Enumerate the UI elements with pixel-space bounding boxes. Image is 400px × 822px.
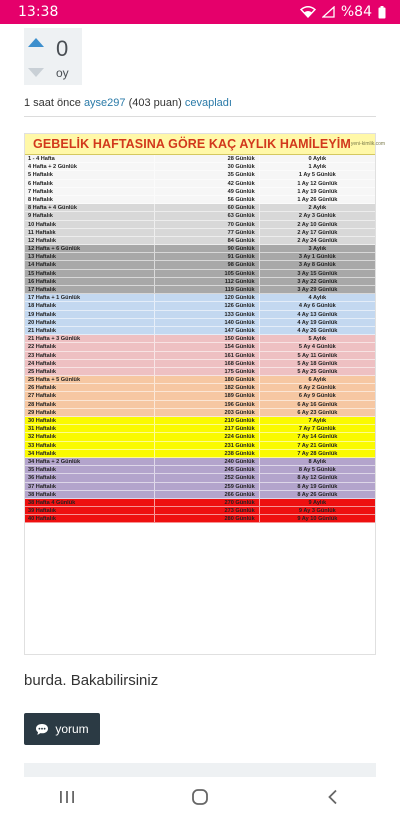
- chart-cell-days: 112 Günlük: [154, 278, 258, 285]
- chart-cell-week: 34 Hafta + 2 Günlük: [28, 458, 81, 465]
- chart-cell-week: 17 Hafta + 1 Günlük: [28, 295, 81, 302]
- chart-cell-week: 32 Haftalık: [28, 434, 56, 441]
- chart-cell-days: 56 Günlük: [154, 196, 258, 203]
- chart-cell-months: 2 Ay 10 Günlük: [259, 221, 375, 228]
- chart-cell-week: 35 Haftalık: [28, 467, 56, 474]
- chart-row: [25, 270, 375, 278]
- chart-cell-months: 3 Ay 1 Günlük: [259, 253, 375, 260]
- signal-icon: [322, 6, 335, 18]
- chart-row: [25, 229, 375, 237]
- chart-cell-months: 4 Aylık: [259, 294, 375, 301]
- vote-box: [24, 28, 82, 85]
- chart-cell-months: 6 Ay 2 Günlük: [259, 384, 375, 391]
- status-time: 13:38: [18, 4, 59, 20]
- comment-icon: [35, 723, 49, 736]
- back-button[interactable]: [303, 780, 363, 820]
- chart-row: [25, 417, 375, 425]
- chart-cell-months: 4 Ay 6 Günlük: [259, 302, 375, 309]
- chart-cell-week: 34 Haftalık: [28, 450, 56, 457]
- chart-cell-week: 11 Haftalık: [28, 229, 56, 236]
- meta-time: 1 saat önce: [24, 97, 81, 109]
- chart-cell-months: 2 Aylık: [259, 204, 375, 211]
- chart-cell-days: 196 Günlük: [154, 401, 258, 408]
- chart-row: [25, 384, 375, 392]
- chart-cell-days: 42 Günlük: [154, 180, 258, 187]
- answer-meta: [24, 97, 232, 109]
- chart-cell-week: 38 Hafta 4 Günlük: [28, 499, 76, 506]
- chart-cell-days: 270 Günlük: [154, 499, 258, 506]
- chart-cell-months: 3 Ay 29 Günlük: [259, 286, 375, 293]
- chart-cell-months: 6 Ay 23 Günlük: [259, 409, 375, 416]
- vote-count: 0: [56, 36, 69, 61]
- chart-cell-week: 27 Haftalık: [28, 393, 56, 400]
- chart-cell-days: 105 Günlük: [154, 270, 258, 277]
- vote-label: oy: [56, 66, 69, 80]
- chart-cell-days: 70 Günlük: [154, 221, 258, 228]
- chart-cell-days: 150 Günlük: [154, 335, 258, 342]
- chart-cell-months: 4 Ay 19 Günlük: [259, 319, 375, 326]
- chart-cell-week: 18 Haftalık: [28, 303, 56, 310]
- recent-apps-icon: [59, 790, 75, 809]
- chart-cell-months: 5 Ay 11 Günlük: [259, 352, 375, 359]
- chart-cell-week: 21 Hafta + 3 Günlük: [28, 336, 81, 343]
- chart-cell-days: 126 Günlük: [154, 302, 258, 309]
- chart-row: [25, 335, 375, 343]
- chart-row: [25, 327, 375, 335]
- chart-cell-months: 2 Ay 24 Günlük: [259, 237, 375, 244]
- chart-cell-week: 17 Haftalık: [28, 287, 56, 293]
- chart-row: [25, 278, 375, 286]
- chart-cell-days: 203 Günlük: [154, 409, 258, 416]
- android-nav-bar: [0, 777, 400, 822]
- chart-cell-week: 29 Haftalık: [28, 409, 56, 416]
- back-icon: [327, 789, 339, 810]
- chart-cell-months: 8 Aylık: [259, 458, 375, 465]
- chart-cell-months: 6 Aylık: [259, 376, 375, 383]
- chart-cell-days: 133 Günlük: [154, 311, 258, 318]
- chart-row: [25, 458, 375, 466]
- answer-text: burda. Bakabilirsiniz: [24, 672, 159, 689]
- chart-cell-week: 9 Haftalık: [28, 213, 53, 220]
- chart-cell-days: 30 Günlük: [154, 163, 258, 170]
- chart-row: [25, 319, 375, 327]
- chart-cell-months: 3 Aylık: [259, 245, 375, 252]
- chart-row: [25, 245, 375, 253]
- chart-cell-week: 38 Haftalık: [28, 491, 56, 498]
- chart-row: [25, 433, 375, 441]
- comment-button-label: yorum: [55, 722, 89, 736]
- chart-cell-week: 16 Haftalık: [28, 278, 56, 285]
- chart-cell-days: 147 Günlük: [154, 327, 258, 334]
- chart-cell-week: 19 Haftalık: [28, 311, 56, 318]
- chart-cell-days: 240 Günlük: [154, 458, 258, 465]
- chart-cell-months: 5 Aylık: [259, 335, 375, 342]
- chart-cell-week: 25 Haftalık: [28, 368, 56, 375]
- chart-row: [25, 466, 375, 474]
- chart-cell-days: 280 Günlük: [154, 515, 258, 522]
- chart-cell-months: 7 Ay 7 Günlük: [259, 425, 375, 432]
- chart-cell-months: 8 Ay 26 Günlük: [259, 491, 375, 498]
- chart-cell-days: 266 Günlük: [154, 491, 258, 498]
- chart-row: [25, 261, 375, 269]
- chart-cell-days: 28 Günlük: [154, 155, 258, 162]
- chart-row: [25, 442, 375, 450]
- chart-cell-months: 3 Ay 15 Günlük: [259, 270, 375, 277]
- chart-cell-days: 252 Günlük: [154, 474, 258, 481]
- chart-cell-days: 140 Günlük: [154, 319, 258, 326]
- chart-cell-week: 8 Hafta + 4 Günlük: [28, 205, 77, 212]
- chart-cell-days: 182 Günlük: [154, 384, 258, 391]
- chart-cell-months: 6 Ay 9 Günlük: [259, 392, 375, 399]
- chart-cell-week: 10 Haftalık: [28, 221, 56, 228]
- chart-cell-months: 1 Ay 12 Günlük: [259, 180, 375, 187]
- chart-cell-week: 37 Haftalık: [28, 483, 56, 490]
- chart-cell-week: 26 Haftalık: [28, 385, 56, 392]
- chart-row: [25, 286, 375, 294]
- chart-row: [25, 155, 375, 163]
- chart-cell-months: 6 Ay 16 Günlük: [259, 401, 375, 408]
- chart-cell-week: 1 - 4 Hafta: [28, 156, 55, 162]
- chart-cell-days: 60 Günlük: [154, 204, 258, 211]
- chart-cell-months: 2 Ay 3 Günlük: [259, 212, 375, 219]
- chart-cell-months: 1 Ay 5 Günlük: [259, 171, 375, 178]
- chart-cell-days: 63 Günlük: [154, 212, 258, 219]
- chart-cell-days: 84 Günlük: [154, 237, 258, 244]
- chart-cell-week: 20 Haftalık: [28, 319, 56, 326]
- chart-cell-week: 12 Hafta + 6 Günlük: [28, 246, 81, 253]
- battery-text: %84: [340, 4, 372, 20]
- chart-row: [25, 212, 375, 220]
- chart-row: [25, 515, 375, 523]
- chart-cell-months: 7 Aylık: [259, 417, 375, 424]
- chart-row: [25, 294, 375, 302]
- chart-cell-days: 35 Günlük: [154, 171, 258, 178]
- chart-cell-months: 3 Ay 22 Günlük: [259, 278, 375, 285]
- chart-row: [25, 237, 375, 245]
- chart-cell-week: 31 Haftalık: [28, 426, 56, 433]
- chart-rows: [25, 155, 375, 523]
- chart-cell-week: 14 Haftalık: [28, 262, 56, 269]
- chart-cell-week: 8 Haftalık: [28, 196, 53, 203]
- chart-cell-days: 231 Günlük: [154, 442, 258, 449]
- chart-cell-week: 40 Haftalık: [28, 516, 56, 523]
- chart-row: [25, 450, 375, 458]
- chart-row: [25, 188, 375, 196]
- chart-source: yeni-kimlik.com: [350, 141, 386, 147]
- chart-row: [25, 352, 375, 360]
- chart-row: [25, 474, 375, 482]
- chart-cell-days: 224 Günlük: [154, 433, 258, 440]
- chart-cell-months: 7 Ay 28 Günlük: [259, 450, 375, 457]
- chart-cell-week: 12 Haftalık: [28, 237, 56, 244]
- home-icon: [191, 788, 209, 811]
- chart-cell-days: 217 Günlük: [154, 425, 258, 432]
- chart-row: [25, 409, 375, 417]
- status-bar: [0, 0, 400, 24]
- chart-cell-week: 23 Haftalık: [28, 352, 56, 359]
- chart-cell-months: 8 Ay 5 Günlük: [259, 466, 375, 473]
- chart-cell-months: 4 Ay 26 Günlük: [259, 327, 375, 334]
- chart-row: [25, 401, 375, 409]
- chart-cell-week: 15 Haftalık: [28, 270, 56, 277]
- chart-cell-months: 8 Ay 19 Günlük: [259, 483, 375, 490]
- chart-row: [25, 491, 375, 499]
- chart-cell-week: 39 Haftalık: [28, 508, 56, 515]
- home-button[interactable]: [170, 780, 230, 820]
- next-answer-card: [24, 763, 376, 777]
- chart-cell-months: 4 Ay 13 Günlük: [259, 311, 375, 318]
- chart-cell-months: 7 Ay 21 Günlük: [259, 442, 375, 449]
- chart-row: [25, 392, 375, 400]
- chart-cell-week: 5 Haftalık: [28, 172, 53, 179]
- chart-cell-months: 1 Ay 19 Günlük: [259, 188, 375, 195]
- chart-cell-days: 189 Günlük: [154, 392, 258, 399]
- chart-cell-week: 28 Haftalık: [28, 401, 56, 408]
- downvote-icon[interactable]: [28, 68, 44, 77]
- chart-header: [25, 134, 386, 155]
- divider: [24, 116, 376, 117]
- chart-row: [25, 196, 375, 204]
- chart-cell-week: 22 Haftalık: [28, 344, 56, 351]
- chart-cell-days: 259 Günlük: [154, 483, 258, 490]
- chart-cell-months: 7 Ay 14 Günlük: [259, 433, 375, 440]
- chart-row: [25, 376, 375, 384]
- comment-button[interactable]: [24, 713, 100, 745]
- chart-cell-week: 21 Haftalık: [28, 327, 56, 334]
- chart-cell-months: 1 Aylık: [259, 163, 375, 170]
- chart-cell-months: 5 Ay 18 Günlük: [259, 360, 375, 367]
- chart-cell-week: 24 Haftalık: [28, 360, 56, 367]
- wifi-icon: [300, 6, 316, 18]
- chart-cell-months: 2 Ay 17 Günlük: [259, 229, 375, 236]
- chart-cell-months: 5 Ay 25 Günlük: [259, 368, 375, 375]
- chart-cell-days: 161 Günlük: [154, 352, 258, 359]
- chart-row: [25, 360, 375, 368]
- chart-cell-months: 1 Ay 26 Günlük: [259, 196, 375, 203]
- chart-cell-days: 90 Günlük: [154, 245, 258, 252]
- chart-cell-months: 9 Aylık: [259, 499, 375, 506]
- chart-cell-days: 120 Günlük: [154, 294, 258, 301]
- chart-row: [25, 483, 375, 491]
- chart-cell-days: 154 Günlük: [154, 343, 258, 350]
- chart-cell-days: 77 Günlük: [154, 229, 258, 236]
- chart-cell-days: 180 Günlük: [154, 376, 258, 383]
- chart-cell-months: 9 Ay 10 Günlük: [259, 515, 375, 522]
- chart-row: [25, 163, 375, 171]
- chart-cell-months: 9 Ay 3 Günlük: [259, 507, 375, 514]
- chart-cell-months: 0 Aylık: [259, 155, 375, 162]
- chart-cell-week: 25 Hafta + 5 Günlük: [28, 377, 81, 384]
- chart-cell-days: 238 Günlük: [154, 450, 258, 457]
- status-icons: [300, 4, 386, 20]
- chart-cell-months: 3 Ay 8 Günlük: [259, 261, 375, 268]
- chart-cell-days: 168 Günlük: [154, 360, 258, 367]
- meta-points: (403 puan): [128, 97, 182, 109]
- upvote-icon[interactable]: [28, 38, 44, 47]
- chart-cell-week: 33 Haftalık: [28, 442, 56, 449]
- chart-row: [25, 425, 375, 433]
- chart-cell-days: 210 Günlük: [154, 417, 258, 424]
- chart-row: [25, 253, 375, 261]
- battery-icon: [378, 6, 386, 19]
- chart-cell-days: 98 Günlük: [154, 261, 258, 268]
- chart-row: [25, 368, 375, 376]
- chart-row: [25, 302, 375, 310]
- chart-cell-days: 245 Günlük: [154, 466, 258, 473]
- chart-row: [25, 171, 375, 179]
- meta-user-link[interactable]: ayse297: [83, 97, 126, 109]
- chart-cell-days: 175 Günlük: [154, 368, 258, 375]
- chart-row: [25, 507, 375, 515]
- pregnancy-chart-image: [24, 133, 386, 655]
- meta-action-link[interactable]: cevapladı: [184, 97, 232, 109]
- chart-cell-days: 119 Günlük: [154, 286, 258, 293]
- chart-cell-week: 30 Haftalık: [28, 418, 56, 424]
- chart-cell-week: 13 Haftalık: [28, 254, 56, 261]
- chart-cell-week: 36 Haftalık: [28, 475, 56, 482]
- recent-apps-button[interactable]: [37, 780, 97, 820]
- chart-cell-months: 8 Ay 12 Günlük: [259, 474, 375, 481]
- chart-row: [25, 343, 375, 351]
- chart-cell-week: 7 Haftalık: [28, 188, 53, 195]
- chart-row: [25, 221, 375, 229]
- chart-title: GEBELİK HAFTASINA GÖRE KAÇ AYLIK HAMİLEYİM: [33, 137, 351, 151]
- chart-row: [25, 180, 375, 188]
- chart-cell-week: 6 Haftalık: [28, 180, 53, 187]
- chart-row: [25, 499, 375, 507]
- chart-cell-days: 91 Günlük: [154, 253, 258, 260]
- chart-row: [25, 204, 375, 212]
- chart-cell-week: 4 Hafta + 2 Günlük: [28, 164, 77, 171]
- chart-row: [25, 311, 375, 319]
- chart-cell-months: 5 Ay 4 Günlük: [259, 343, 375, 350]
- chart-cell-days: 49 Günlük: [154, 188, 258, 195]
- chart-cell-days: 273 Günlük: [154, 507, 258, 514]
